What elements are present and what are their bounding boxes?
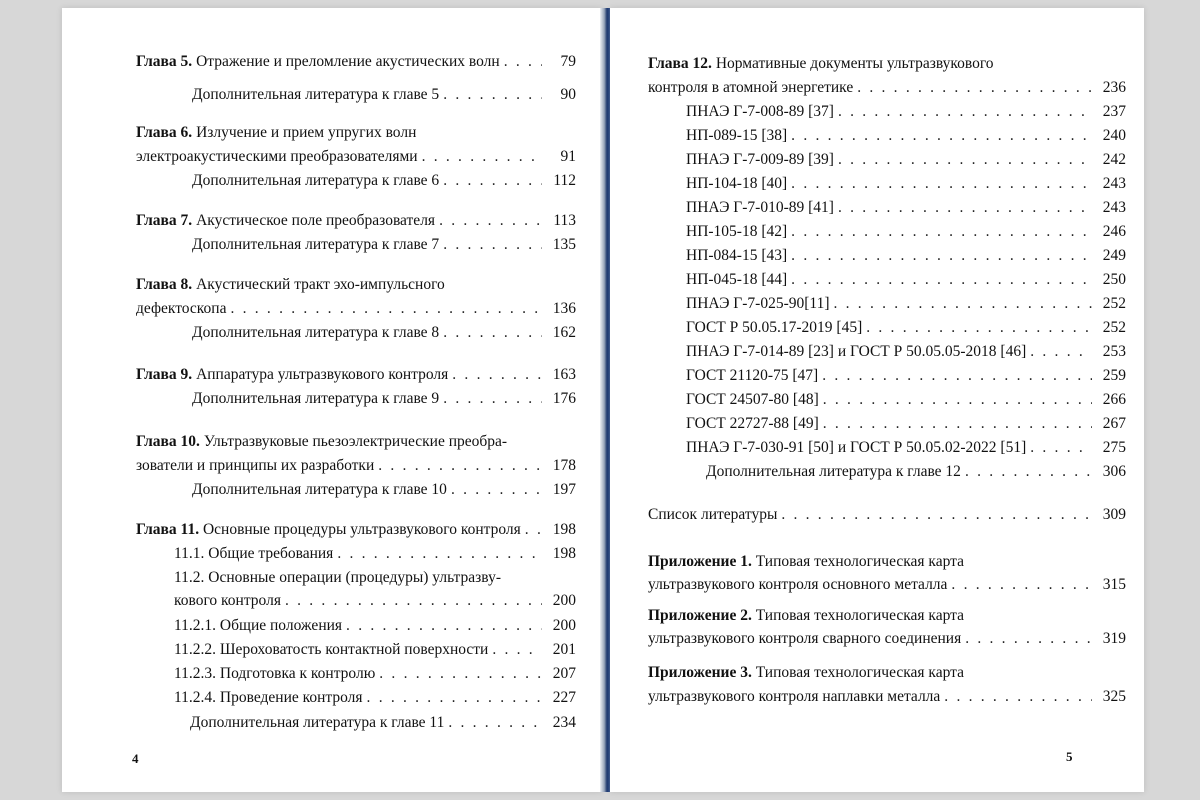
section-title: 11.2.1. Общие положения	[174, 617, 343, 634]
page-ref: 275	[1102, 439, 1126, 456]
leader-dots	[866, 317, 1092, 339]
toc-entry-lit12	[706, 461, 1126, 483]
leader-dots	[443, 170, 542, 192]
leader-dots	[346, 615, 542, 637]
leader-dots	[1030, 341, 1092, 363]
chapter-title: Ультразвуковые пьезоэлектрические преобра-	[203, 433, 508, 450]
page-ref: 236	[1102, 79, 1126, 96]
toc-entry-ch9	[136, 364, 576, 386]
item-title: ПНАЭ Г-7-030-91 [50] и ГОСТ Р 50.05.02-2022 [51]	[686, 439, 1027, 456]
chapter-title-cont: электроакустическими преобразователями	[136, 148, 418, 165]
item-title: ПНАЭ Г-7-009-89 [39]	[686, 151, 834, 168]
leader-dots	[504, 51, 542, 73]
toc-entry-11-2	[174, 590, 576, 612]
item-title: НП-104-18 [40]	[686, 175, 788, 192]
section-title: 11.2.2. Шероховатость контактной поверхности	[174, 641, 489, 658]
item-title: ГОСТ 21120-75 [47]	[686, 367, 819, 384]
leader-dots	[791, 245, 1092, 267]
toc-entry-app1-line1	[648, 551, 964, 573]
page-ref: 266	[1102, 391, 1126, 408]
lit-title: Дополнительная литература к главе 5	[192, 86, 440, 103]
page-ref: 201	[552, 641, 576, 658]
chapter-label: Глава 9.	[136, 366, 193, 383]
leader-dots	[492, 639, 542, 661]
leader-dots	[525, 519, 542, 541]
appendix-label: Приложение 3.	[648, 664, 752, 681]
chapter-label: Глава 12.	[648, 55, 712, 72]
chapter-label: Глава 8.	[136, 276, 193, 293]
toc-entry-ch12-item	[686, 197, 1126, 219]
appendix-title-cont: ультразвукового контроля наплавки металла	[648, 688, 941, 705]
page-number: 4	[132, 751, 139, 766]
leader-dots	[838, 101, 1092, 123]
page-ref: 200	[552, 592, 576, 609]
item-title: ГОСТ 24507-80 [48]	[686, 391, 819, 408]
section-title-cont: кового контроля	[174, 592, 281, 609]
toc-entry-ch12-item	[686, 269, 1126, 291]
section-title: 11.2.4. Проведение контроля	[174, 689, 363, 706]
toc-entry-lit11	[190, 712, 576, 734]
section-title: 11.1. Общие требования	[174, 545, 334, 562]
toc-entry-lit10	[192, 479, 576, 501]
toc-entry-ch12	[648, 77, 1126, 99]
chapter-title: Основные процедуры ультразвукового контроля	[202, 521, 521, 538]
leader-dots	[838, 149, 1092, 171]
lit-title: Дополнительная литература к главе 8	[192, 324, 440, 341]
item-title: НП-105-18 [42]	[686, 223, 788, 240]
toc-entry-lit7	[192, 234, 576, 256]
leader-dots	[367, 687, 542, 709]
toc-entry-11-2-3	[174, 663, 576, 685]
chapter-title: Акустический тракт эхо-импульсного	[196, 276, 445, 293]
chapter-label: Глава 7.	[136, 212, 193, 229]
leader-dots	[443, 234, 542, 256]
page-ref: 135	[552, 236, 576, 253]
page-ref: 178	[552, 457, 576, 474]
toc-entry-ch6	[136, 146, 576, 168]
leader-dots	[443, 388, 542, 410]
page-ref: 252	[1102, 319, 1126, 336]
chapter-title-cont: дефектоскопа	[136, 300, 227, 317]
page-ref: 112	[553, 172, 576, 189]
toc-entry-lit5	[192, 84, 576, 106]
leader-dots	[822, 365, 1092, 387]
leader-dots	[791, 125, 1092, 147]
toc-entry-ch10-line1	[136, 431, 507, 453]
chapter-label: Глава 6.	[136, 124, 193, 141]
page-ref: 162	[552, 324, 576, 341]
page-ref: 79	[560, 53, 576, 70]
toc-entry-app1	[648, 574, 1126, 596]
lit-title: Дополнительная литература к главе 12	[706, 463, 961, 480]
toc-entry-ch7	[136, 210, 576, 232]
toc-entry-ch12-item	[686, 413, 1126, 435]
leader-dots	[791, 269, 1092, 291]
leader-dots	[857, 77, 1092, 99]
appendix-label: Приложение 1.	[648, 553, 752, 570]
page-ref: 325	[1102, 688, 1126, 705]
page-ref: 90	[560, 86, 576, 103]
page-ref: 252	[1102, 295, 1126, 312]
leader-dots	[378, 455, 542, 477]
page-ref: 234	[552, 714, 576, 731]
toc-entry-11-2-4	[174, 687, 576, 709]
toc-entry-ch8-line1	[136, 274, 445, 296]
page-number: 5	[1066, 749, 1073, 764]
toc-entry-ch11	[136, 519, 576, 541]
toc-entry-ch12-item	[686, 317, 1126, 339]
leader-dots	[791, 221, 1092, 243]
toc-entry-ch12-item	[686, 365, 1126, 387]
page-ref: 227	[552, 689, 576, 706]
page-ref: 306	[1102, 463, 1126, 480]
leader-dots	[230, 298, 542, 320]
chapter-title: Отражение и преломление акустических волн	[196, 53, 500, 70]
leader-dots	[838, 197, 1092, 219]
toc-entry-11-1	[174, 543, 576, 565]
leader-dots	[451, 479, 542, 501]
page-ref: 198	[552, 545, 576, 562]
toc-entry-ch12-item	[686, 221, 1126, 243]
lit-title: Дополнительная литература к главе 10	[192, 481, 447, 498]
toc-entry-ch12-item	[686, 389, 1126, 411]
leader-dots	[285, 590, 542, 612]
leader-dots	[823, 389, 1092, 411]
page-ref: 240	[1102, 127, 1126, 144]
section-title: 11.2. Основные операции (процедуры) ультразву-	[174, 569, 501, 586]
leader-dots	[448, 712, 542, 734]
leader-dots	[944, 686, 1092, 708]
toc-entry-lit9	[192, 388, 576, 410]
page-ref: 91	[560, 148, 576, 165]
item-title: НП-084-15 [43]	[686, 247, 788, 264]
leader-dots	[834, 293, 1093, 315]
toc-entry-ch8	[136, 298, 576, 320]
leader-dots	[965, 628, 1092, 650]
toc-entry-ch12-item	[686, 293, 1126, 315]
leader-dots	[1030, 437, 1092, 459]
page-ref: 309	[1102, 506, 1126, 523]
item-title: ГОСТ 22727-88 [49]	[686, 415, 819, 432]
item-title: ПНАЭ Г-7-008-89 [37]	[686, 103, 834, 120]
page-ref: 259	[1102, 367, 1126, 384]
references-title: Список литературы	[648, 506, 778, 523]
lit-title: Дополнительная литература к главе 9	[192, 390, 440, 407]
page-ref: 207	[552, 665, 576, 682]
page-ref: 113	[553, 212, 576, 229]
toc-entry-ch5	[136, 51, 576, 73]
leader-dots	[951, 574, 1092, 596]
toc-entry-11-2-1	[174, 615, 576, 637]
leader-dots	[791, 173, 1092, 195]
chapter-label: Глава 10.	[136, 433, 200, 450]
page-ref: 249	[1102, 247, 1126, 264]
toc-entry-11-2-2	[174, 639, 576, 661]
chapter-title: Излучение и прием упругих волн	[196, 124, 417, 141]
chapter-title-cont: зователи и принципы их разработки	[136, 457, 375, 474]
appendix-title: Типовая технологическая карта	[755, 664, 964, 681]
toc-entry-ch12-item	[686, 437, 1126, 459]
item-title: НП-089-15 [38]	[686, 127, 788, 144]
appendix-title: Типовая технологическая карта	[755, 553, 964, 570]
leader-dots	[443, 84, 542, 106]
right-page	[610, 8, 1144, 792]
page-ref: 176	[552, 390, 576, 407]
leader-dots	[379, 663, 542, 685]
chapter-title: Аппаратура ультразвукового контроля	[196, 366, 449, 383]
item-title: ГОСТ Р 50.05.17-2019 [45]	[686, 319, 863, 336]
toc-entry-lit6	[192, 170, 576, 192]
toc-entry-ch12-item	[686, 245, 1126, 267]
page-ref: 163	[552, 366, 576, 383]
page-ref: 243	[1102, 175, 1126, 192]
leader-dots	[337, 543, 542, 565]
toc-entry-lit8	[192, 322, 576, 344]
page-ref: 319	[1102, 630, 1126, 647]
leader-dots	[422, 146, 542, 168]
left-page	[62, 8, 602, 792]
leader-dots	[443, 322, 542, 344]
toc-entry-ch12-line1	[648, 53, 994, 75]
toc-entry-ch12-item	[686, 341, 1126, 363]
page-ref: 250	[1102, 271, 1126, 288]
chapter-title: Акустическое поле преобразователя	[196, 212, 436, 229]
item-title: ПНАЭ Г-7-025-90[11]	[686, 295, 830, 312]
item-title: ПНАЭ Г-7-010-89 [41]	[686, 199, 834, 216]
chapter-label: Глава 11.	[136, 521, 200, 538]
appendix-title-cont: ультразвукового контроля сварного соединения	[648, 630, 962, 647]
leader-dots	[965, 461, 1092, 483]
chapter-title-cont: контроля в атомной энергетике	[648, 79, 854, 96]
lit-title: Дополнительная литература к главе 7	[192, 236, 440, 253]
chapter-title: Нормативные документы ультразвукового	[715, 55, 994, 72]
toc-entry-ch12-item	[686, 101, 1126, 123]
page-ref: 242	[1102, 151, 1126, 168]
toc-entry-ch10	[136, 455, 576, 477]
chapter-label: Глава 5.	[136, 53, 193, 70]
leader-dots	[781, 504, 1092, 526]
page-ref: 200	[552, 617, 576, 634]
section-title: 11.2.3. Подготовка к контролю	[174, 665, 376, 682]
toc-entry-ch12-item	[686, 125, 1126, 147]
leader-dots	[452, 364, 542, 386]
toc-entry-app2-line1	[648, 605, 964, 627]
page-ref: 198	[552, 521, 576, 538]
appendix-title: Типовая технологическая карта	[755, 607, 964, 624]
page-ref: 246	[1102, 223, 1126, 240]
toc-entry-ch12-item	[686, 173, 1126, 195]
toc-entry-app2	[648, 628, 1126, 650]
page-ref: 237	[1102, 103, 1126, 120]
leader-dots	[823, 413, 1092, 435]
item-title: НП-045-18 [44]	[686, 271, 788, 288]
page-ref: 315	[1102, 576, 1126, 593]
toc-entry-app3	[648, 686, 1126, 708]
toc-entry-app3-line1	[648, 662, 964, 684]
lit-title: Дополнительная литература к главе 6	[192, 172, 440, 189]
page-ref: 253	[1102, 343, 1126, 360]
lit-title: Дополнительная литература к главе 11	[190, 714, 445, 731]
item-title: ПНАЭ Г-7-014-89 [23] и ГОСТ Р 50.05.05-2018 [46]	[686, 343, 1027, 360]
page-ref: 243	[1102, 199, 1126, 216]
toc-entry-references	[648, 504, 1126, 526]
page-ref: 267	[1102, 415, 1126, 432]
page-ref: 197	[552, 481, 576, 498]
toc-entry-ch6-line1	[136, 122, 416, 144]
appendix-title-cont: ультразвукового контроля основного металла	[648, 576, 948, 593]
toc-entry-11-2-line1	[174, 567, 501, 589]
appendix-label: Приложение 2.	[648, 607, 752, 624]
toc-entry-ch12-item	[686, 149, 1126, 171]
page-ref: 136	[552, 300, 576, 317]
leader-dots	[439, 210, 542, 232]
